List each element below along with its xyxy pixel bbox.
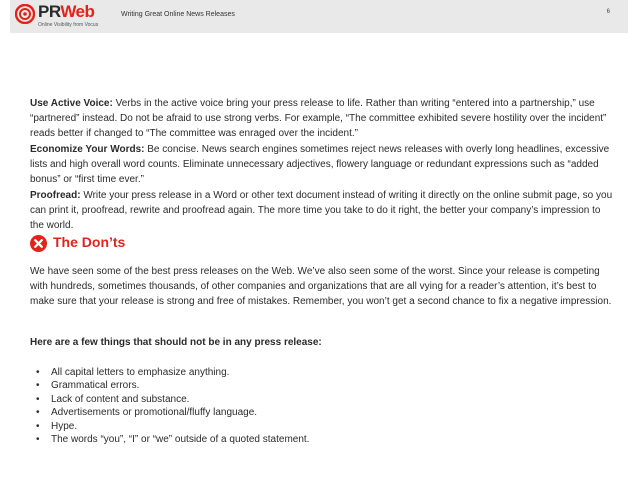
document-title: Writing Great Online News Releases	[121, 11, 235, 18]
economize-paragraph	[30, 142, 615, 187]
list-item: • All capital letters to emphasize anything.	[36, 366, 596, 379]
donts-list	[36, 366, 596, 446]
donts-title: The Don’ts	[53, 234, 126, 250]
proofread-label: Proofread:	[30, 190, 81, 201]
target-icon	[15, 4, 35, 24]
active-voice-text: Verbs in the active voice bring your press release to life. Rather than writing “entered into a partnership,” use “partnered” instead. Do not be afraid to use strong verbs. For example, “The committee exhibited severe hostility over the incident” reads better if changed to “The committee was enraged over the incident.”	[30, 98, 607, 139]
proofread-text: Write your press release in a Word or other text document instead of writing it directly on the online submit page, so you can print it, proofread, rewrite and proofread again. The more time you take to do it right, the better your company’s impression to the world.	[30, 190, 613, 231]
donts-intro-paragraph: We have seen some of the best press releases on the Web. We’ve also seen some of the worst. Since your release is competing with hundreds, sometimes thousands, of other companies and organizations that are all vying for a reader’s attention, it’s best to make sure that your release is strong and free of mistakes. Remember, you won’t get a second chance to fix a negative impression.	[30, 266, 612, 307]
list-item: • The words “you”, “I” or “we” outside of a quoted statement.	[36, 433, 596, 446]
list-item: • Advertisements or promotional/fluffy language.	[36, 406, 596, 419]
list-item: • Lack of content and substance.	[36, 393, 596, 406]
prweb-logo	[15, 4, 115, 30]
proofread-paragraph	[30, 188, 615, 233]
logo-pr-text: PR	[38, 2, 61, 21]
page-header	[10, 0, 628, 33]
page-number: 6	[606, 9, 610, 15]
list-item: • Hype.	[36, 420, 596, 433]
x-circle-icon	[30, 235, 47, 252]
donts-list-heading: Here are a few things that should not be in any press release:	[30, 337, 322, 348]
list-item: • Grammatical errors.	[36, 379, 596, 392]
logo-web-text: Web	[60, 2, 95, 21]
donts-heading	[30, 235, 330, 253]
active-voice-paragraph	[30, 96, 615, 141]
logo-wordmark	[38, 2, 94, 22]
economize-text: Be concise. News search engines sometimes reject news releases with overly long headlines, excessive lists and high overall word counts. Eliminate unnecessary adjectives, flowery language or redundant expressions such as “added bonus” or “first time ever.”	[30, 144, 610, 185]
active-voice-label: Use Active Voice:	[30, 98, 113, 109]
logo-tagline: Online Visibility from Vocus	[38, 22, 99, 28]
economize-label: Economize Your Words:	[30, 144, 145, 155]
